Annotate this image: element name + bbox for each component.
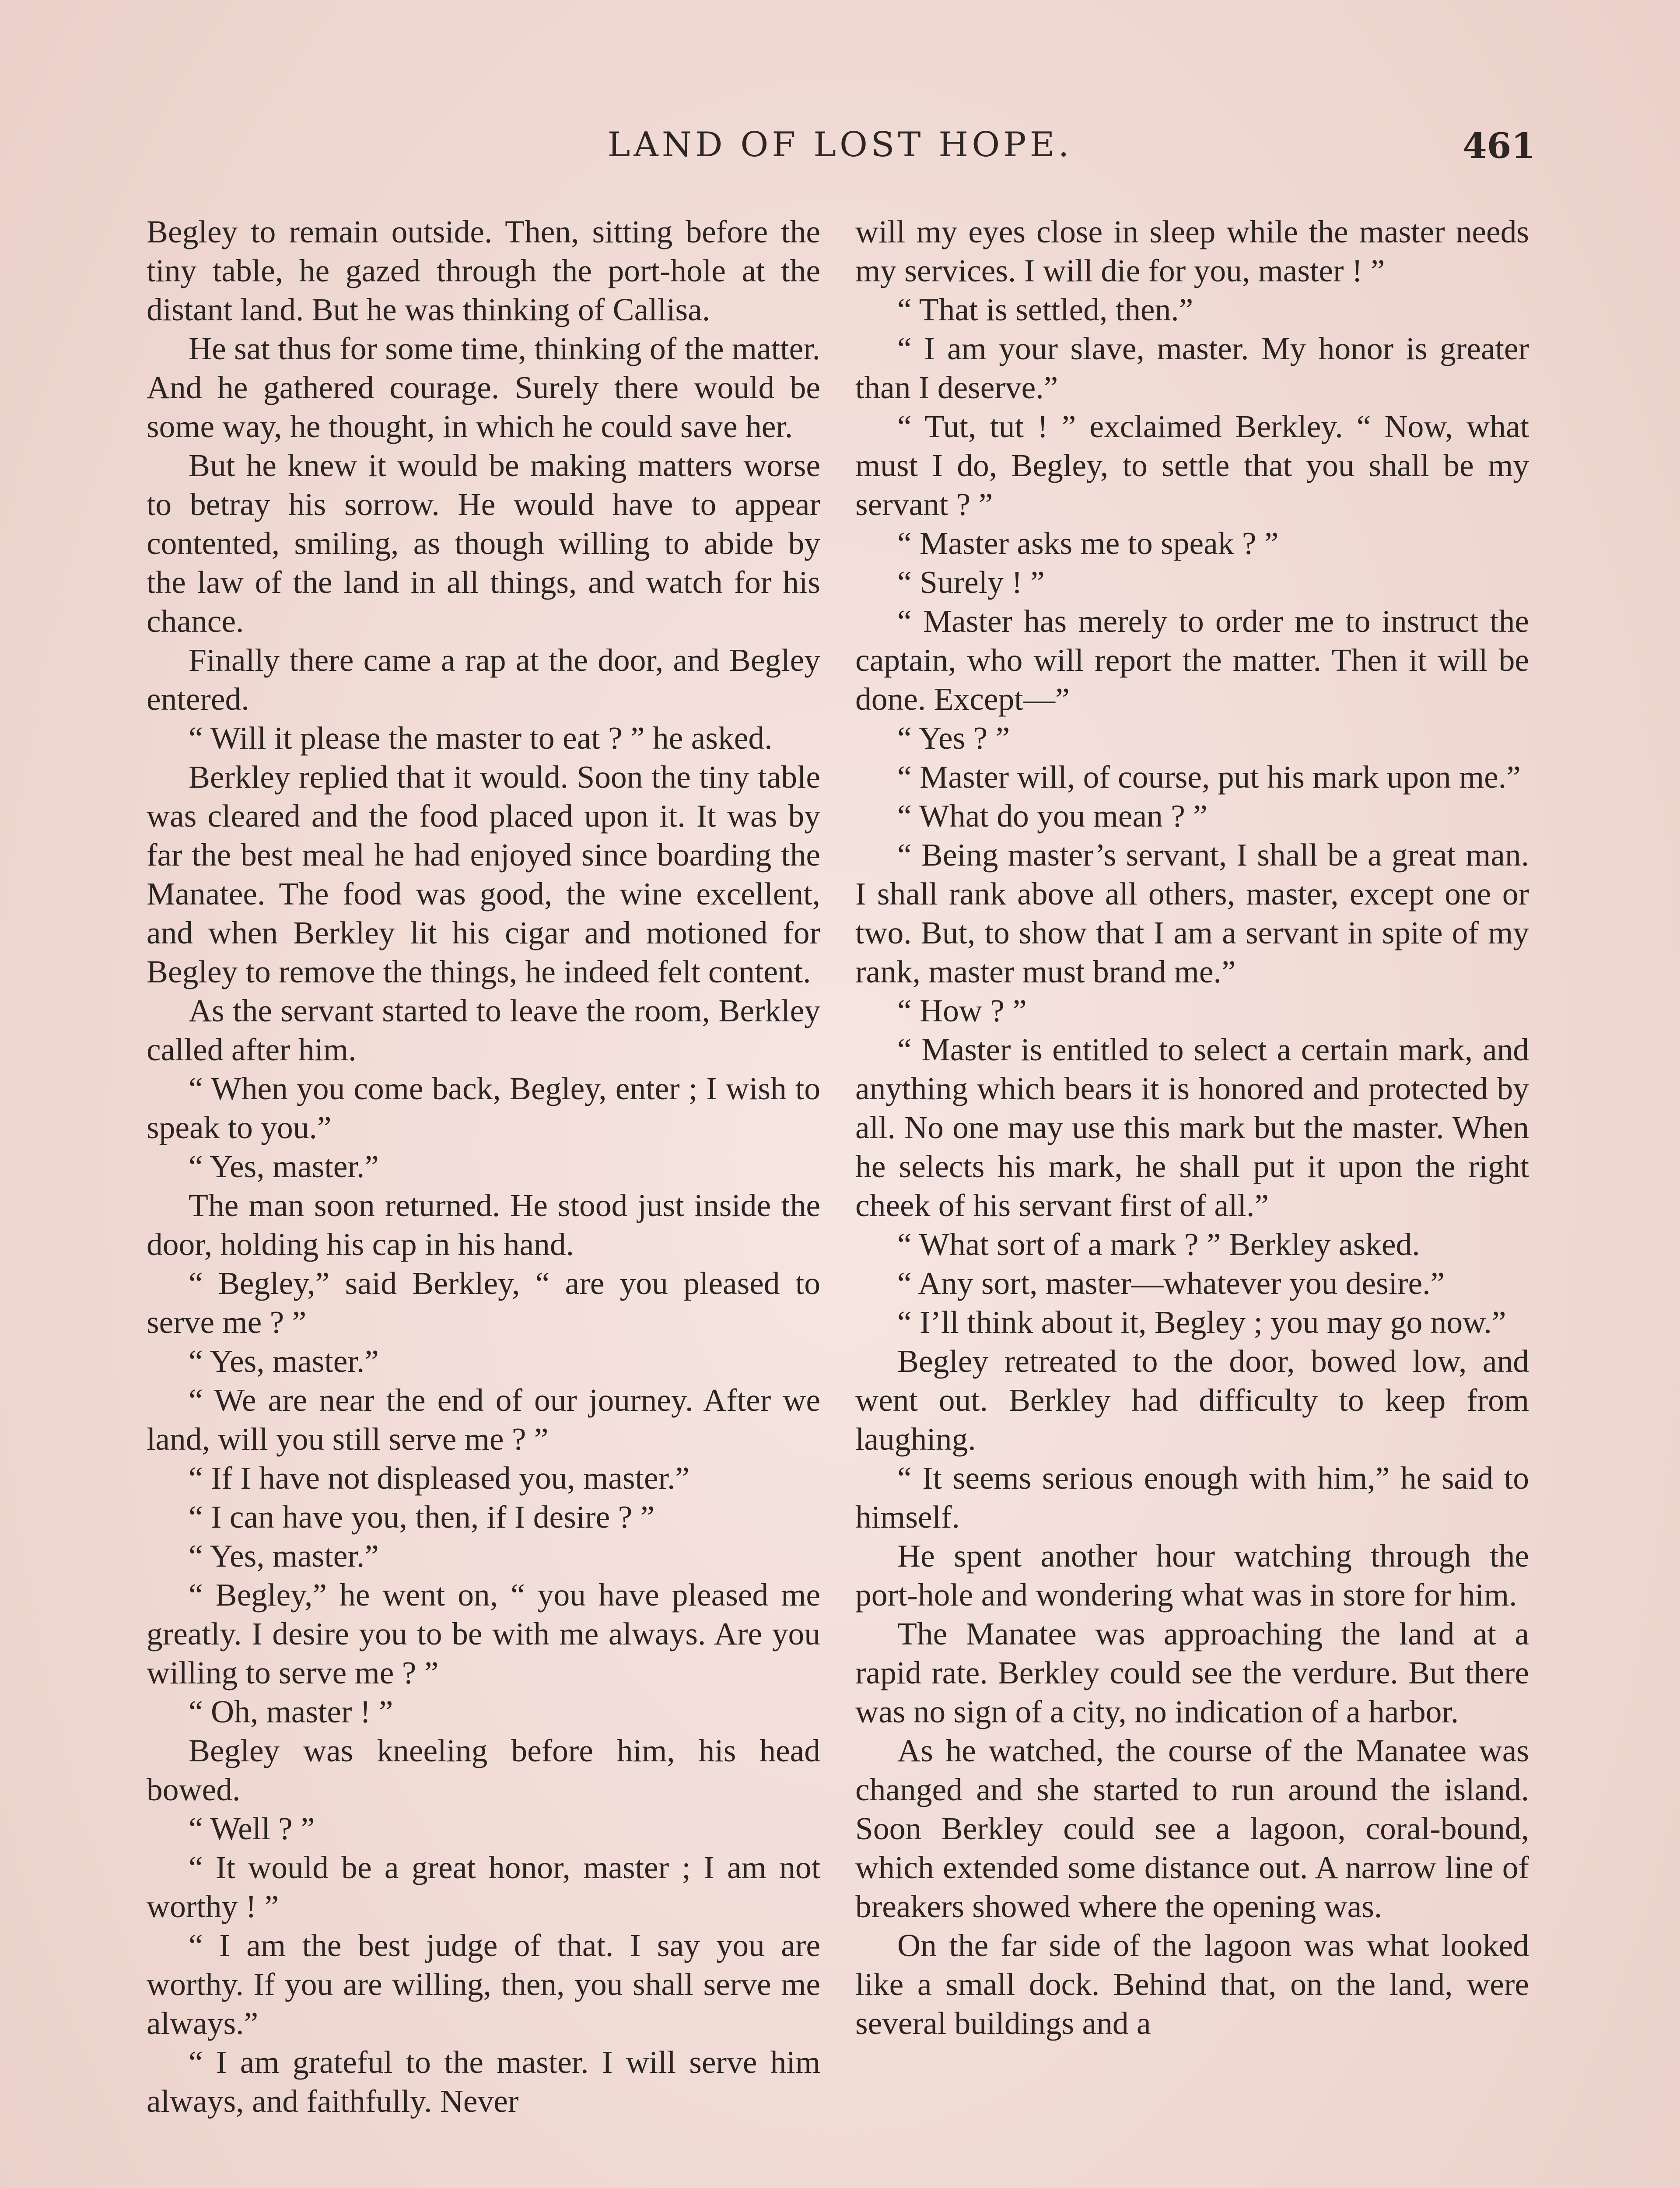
paragraph: On the far side of the lagoon was what looked like a small dock. Behind that, on the land, were several buildings and a	[855, 1928, 1529, 2041]
paragraph: “ Oh, master ! ”	[189, 1694, 393, 1729]
paragraph: “ What do you mean ? ”	[897, 798, 1208, 834]
paragraph: “ Begley,” said Berkley, “ are you pleased to serve me ? ”	[147, 1266, 820, 1340]
paragraph: Begley retreated to the door, bowed low, and went out. Berkley had difficulty to keep from laughing.	[855, 1343, 1529, 1457]
left-column	[147, 212, 820, 2121]
paragraph: will my eyes close in sleep while the master needs my services. I will die for you, master ! ”	[855, 214, 1529, 288]
paragraph: “ How ? ”	[897, 993, 1027, 1028]
paragraph: The man soon returned. He stood just inside the door, holding his cap in his hand.	[147, 1188, 820, 1262]
paragraph: Begley was kneeling before him, his head bowed.	[147, 1733, 820, 1807]
paragraph: “ I’ll think about it, Begley ; you may go now.”	[897, 1304, 1506, 1340]
paragraph: “ Master has merely to order me to instruct the captain, who will report the matter. Then it will be done. Except—”	[855, 603, 1529, 717]
page-header	[144, 125, 1536, 173]
paragraph: “ We are near the end of our journey. After we land, will you still serve me ? ”	[147, 1382, 820, 1457]
paragraph: “ If I have not displeased you, master.”	[189, 1460, 690, 1496]
paragraph: As the servant started to leave the room, Berkley called after him.	[147, 993, 820, 1067]
paragraph: “ Yes, master.”	[189, 1538, 379, 1574]
paragraph: “ I am the best judge of that. I say you are worthy. If you are willing, then, you shall serve me always.”	[147, 1928, 820, 2041]
paragraph: “ Yes, master.”	[189, 1343, 379, 1379]
paragraph: “ What sort of a mark ? ” Berkley asked.	[897, 1227, 1420, 1262]
paragraph: The Manatee was approaching the land at a rapid rate. Berkley could see the verdure. But there was no sign of a city, no indication of a harbor.	[855, 1616, 1529, 1729]
paragraph: “ I am your slave, master. My honor is greater than I deserve.”	[855, 331, 1529, 405]
paragraph: “ Master will, of course, put his mark upon me.”	[897, 759, 1521, 795]
paragraph: “ Master asks me to speak ? ”	[897, 526, 1279, 561]
right-column	[855, 212, 1529, 2043]
running-title: LAND OF LOST HOPE.	[607, 125, 1073, 165]
paragraph: “ When you come back, Begley, enter ; I wish to speak to you.”	[147, 1071, 820, 1145]
paragraph: He sat thus for some time, thinking of the matter. And he gathered courage. Surely there would be some way, he thought, in which he could save her.	[147, 331, 820, 444]
paragraph: “ Will it please the master to eat ? ” he asked.	[189, 720, 773, 756]
paragraph: “ Any sort, master—whatever you desire.”	[897, 1266, 1445, 1301]
paragraph: “ Being master’s servant, I shall be a great man. I shall rank above all others, master, except one or two. But, to show that I am a servant in spite of my rank, master must brand me.”	[855, 837, 1529, 989]
paragraph: As he watched, the course of the Manatee was changed and she started to run around the island. Soon Berkley could see a lagoon, coral-bound, which extended some distance out. A narrow line of breakers showed where the opening was.	[855, 1733, 1529, 1924]
paragraph: “ It seems serious enough with him,” he said to himself.	[855, 1460, 1529, 1535]
paragraph: “ It would be a great honor, master ; I am not worthy ! ”	[147, 1850, 820, 1924]
paragraph: “ I can have you, then, if I desire ? ”	[189, 1499, 655, 1535]
paragraph: Begley to remain outside. Then, sitting before the tiny table, he gazed through the port-hole at the distant land. But he was thinking of Callisa.	[147, 214, 820, 327]
paragraph: “ Begley,” he went on, “ you have pleased me greatly. I desire you to be with me always. Are you willing to serve me ? ”	[147, 1577, 820, 1690]
paragraph: “ Tut, tut ! ” exclaimed Berkley. “ Now, what must I do, Begley, to settle that you shall be my servant ? ”	[855, 409, 1529, 522]
paragraph: Finally there came a rap at the door, and Begley entered.	[147, 642, 820, 717]
paragraph: “ Well ? ”	[189, 1811, 315, 1846]
page-number: 461	[1463, 125, 1536, 166]
paragraph: “ That is settled, then.”	[897, 292, 1194, 327]
paragraph: But he knew it would be making matters worse to betray his sorrow. He would have to appear contented, smiling, as though willing to abide by the law of the land in all things, and watch for his chance.	[147, 448, 820, 639]
paragraph: He spent another hour watching through the port-hole and wondering what was in store for him.	[855, 1538, 1529, 1613]
paragraph: Berkley replied that it would. Soon the tiny table was cleared and the food placed upon it. It was by far the best meal he had enjoyed since boarding the Manatee. The food was good, the wine excellent, and when Berkley lit his cigar and motioned for Begley to remove the things, he indeed felt content.	[147, 759, 820, 989]
paragraph: “ Yes, master.”	[189, 1149, 379, 1184]
paragraph: “ Master is entitled to select a certain mark, and anything which bears it is honored and protected by all. No one may use this mark but the master. When he selects his mark, he shall put it upon the right cheek of his servant first of all.”	[855, 1032, 1529, 1223]
paragraph: “ Surely ! ”	[897, 565, 1045, 600]
paragraph: “ I am grateful to the master. I will serve him always, and faithfully. Never	[147, 2044, 820, 2119]
paragraph: “ Yes ? ”	[897, 720, 1010, 756]
